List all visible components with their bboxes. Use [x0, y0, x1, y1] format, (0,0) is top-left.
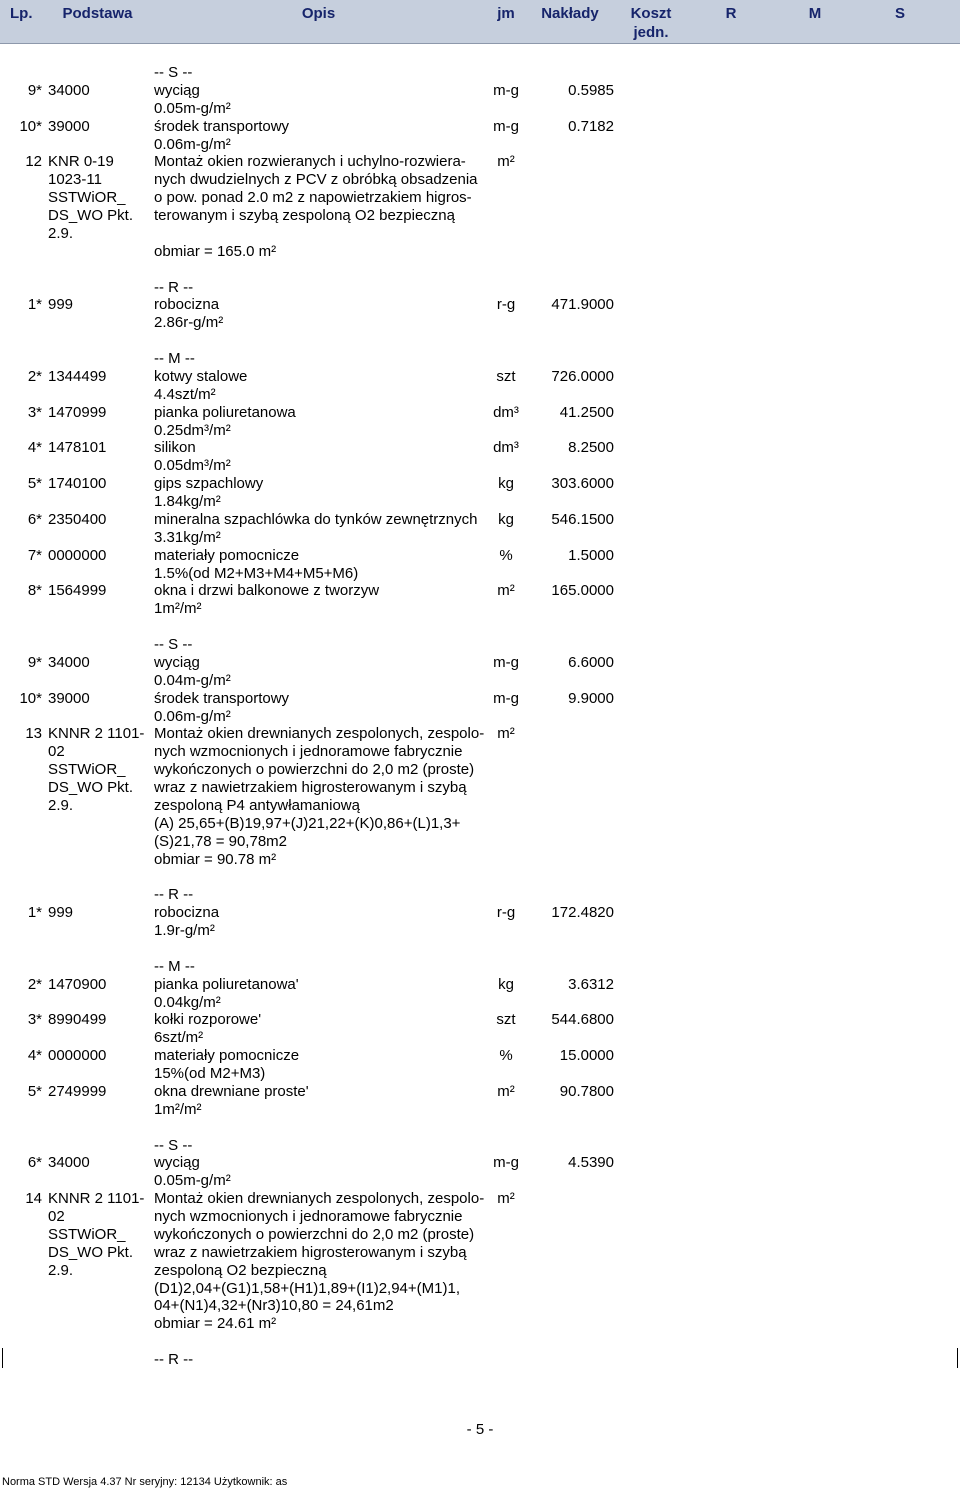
table-edge-right — [957, 1348, 958, 1368]
basis-cell: 1023-11 — [48, 171, 102, 189]
table-line — [0, 725, 960, 743]
basis-cell: KNR 0-19 — [48, 153, 114, 171]
unit-cell: szt — [496, 367, 516, 385]
basis-cell: 1470999 — [48, 403, 107, 421]
description-cell: 0.06m-g/m² — [154, 135, 231, 153]
table-line — [0, 386, 960, 404]
description-cell: środek transportowy — [154, 117, 290, 135]
basis-cell: 0000000 — [48, 546, 107, 564]
description-cell: (S)21,78 = 90,78m2 — [154, 832, 288, 850]
description-cell: robocizna — [154, 296, 220, 314]
table-line — [0, 1208, 960, 1226]
description-cell: obmiar = 165.0 m² — [154, 242, 277, 260]
description-cell: nych wzmocnionych i jednoramowe fabrycznie — [154, 743, 463, 761]
table-line — [0, 64, 960, 82]
table-line — [0, 922, 960, 940]
table-line — [0, 654, 960, 672]
lp-cell: 6* — [27, 1154, 42, 1172]
description-cell: -- S -- — [154, 64, 193, 81]
table-line — [0, 493, 960, 511]
table-line — [0, 1101, 960, 1119]
basis-cell: SSTWiOR_ — [48, 761, 126, 779]
quantity-cell: 172.4820 — [551, 904, 614, 922]
description-cell: obmiar = 24.61 m² — [154, 1315, 277, 1333]
table-line — [0, 815, 960, 833]
header-r: R — [725, 5, 737, 22]
description-cell: 1.84kg/m² — [154, 493, 221, 510]
description-cell: 0.05m-g/m² — [154, 99, 231, 117]
description-cell: gips szpachlowy — [154, 475, 264, 493]
description-cell: materiały pomocnicze — [154, 546, 300, 564]
table-line — [0, 636, 960, 654]
lp-cell: 9* — [27, 81, 42, 99]
table-line — [0, 886, 960, 904]
header-lp: Lp. — [10, 5, 33, 22]
description-cell: 0.25dm³/m² — [154, 421, 231, 439]
table-line — [0, 243, 960, 261]
description-cell: -- S -- — [154, 1136, 193, 1154]
quantity-cell: 0.5985 — [568, 81, 614, 99]
table-line — [0, 1351, 960, 1369]
table-line — [0, 1315, 960, 1333]
header-s: S — [894, 5, 905, 22]
unit-cell: dm³ — [493, 403, 519, 421]
basis-cell: DS_WO Pkt. — [48, 207, 134, 224]
header-jm: jm — [497, 5, 515, 22]
description-cell: 1.5%(od M2+M3+M4+M5+M6) — [154, 564, 359, 582]
block-separator — [0, 332, 960, 350]
lp-cell: 3* — [27, 403, 42, 421]
block-separator — [0, 261, 960, 279]
unit-cell: % — [499, 1047, 513, 1065]
unit-cell: m² — [497, 153, 515, 171]
unit-cell: r-g — [496, 904, 516, 922]
description-cell: robocizna — [154, 904, 220, 922]
quantity-cell: 6.6000 — [568, 653, 614, 671]
unit-cell: % — [499, 546, 513, 564]
table-line — [0, 600, 960, 618]
description-cell: nych wzmocnionych i jednoramowe fabrycznie — [154, 1208, 463, 1225]
lp-cell: 4* — [27, 1047, 42, 1065]
description-cell: wyciąg — [154, 1154, 200, 1172]
basis-cell: 999 — [48, 904, 74, 922]
basis-cell: DS_WO Pkt. — [48, 779, 134, 796]
quantity-cell: 303.6000 — [551, 475, 614, 493]
quantity-cell: 3.6312 — [568, 975, 614, 993]
unit-cell: m² — [497, 582, 515, 600]
description-cell: silikon — [154, 439, 196, 457]
description-cell: 1.9r-g/m² — [154, 922, 215, 939]
table-line — [0, 958, 960, 976]
lp-cell: 10* — [19, 689, 42, 707]
table-line — [0, 976, 960, 994]
description-cell: 15%(od M2+M3) — [154, 1065, 266, 1082]
description-cell: środek transportowy — [154, 689, 290, 707]
quantity-cell: 8.2500 — [568, 439, 614, 457]
quantity-cell: 546.1500 — [551, 510, 614, 528]
lp-cell: 13 — [25, 725, 42, 743]
basis-cell: 39000 — [48, 689, 90, 707]
table-line — [0, 851, 960, 869]
quantity-cell: 544.6800 — [551, 1011, 614, 1029]
block-separator — [0, 868, 960, 886]
header-opis: Opis — [301, 5, 336, 22]
quantity-cell: 90.7800 — [559, 1082, 614, 1100]
lp-cell: 14 — [25, 1190, 42, 1208]
description-cell: zespoloną O2 bezpieczną — [154, 1261, 327, 1279]
lp-cell: 4* — [27, 439, 42, 457]
description-cell: -- R -- — [154, 278, 194, 296]
description-cell: 2.86r-g/m² — [154, 314, 224, 332]
description-cell: -- M -- — [154, 350, 195, 367]
description-cell: 3.31kg/m² — [154, 528, 221, 546]
table-line — [0, 422, 960, 440]
table-line — [0, 1154, 960, 1172]
basis-cell: 2749999 — [48, 1082, 107, 1100]
table-line — [0, 833, 960, 851]
unit-cell: m² — [497, 1082, 515, 1100]
basis-cell: 1344499 — [48, 367, 107, 385]
unit-cell: m-g — [493, 653, 519, 671]
lp-cell: 3* — [27, 1011, 42, 1029]
basis-cell: 2350400 — [48, 510, 107, 528]
basis-cell: 02 — [48, 1208, 65, 1225]
table-line — [0, 100, 960, 118]
description-cell: mineralna szpachlówka do tynków zewnętrznych — [154, 510, 478, 528]
quantity-cell: 9.9000 — [568, 689, 614, 707]
lp-cell: 1* — [27, 904, 42, 922]
header-koszt-jedn: jedn. — [633, 24, 669, 41]
description-cell: Montaż okien rozwieranych i uchylno-rozwiera- — [154, 153, 466, 171]
block-separator — [0, 1333, 960, 1351]
table-line — [0, 547, 960, 565]
table-line — [0, 1262, 960, 1280]
description-cell: Montaż okien drewnianych zespolonych, zespolo- — [154, 725, 485, 743]
table-line — [0, 136, 960, 154]
description-cell: 0.05dm³/m² — [154, 457, 231, 475]
program-info: Norma STD Wersja 4.37 Nr seryjny: 12134 Użytkownik: as — [2, 1476, 288, 1488]
description-cell: 1m²/m² — [154, 600, 202, 618]
description-cell: -- R -- — [154, 886, 194, 904]
table-line — [0, 1047, 960, 1065]
table-line — [0, 1244, 960, 1262]
description-cell: terowanym i szybą zespoloną O2 bezpieczną — [154, 207, 455, 224]
table-line — [0, 82, 960, 100]
table-line — [0, 708, 960, 726]
description-cell: nych dwudzielnych z PCV z obróbką obsadzenia — [154, 171, 478, 189]
description-cell: obmiar = 90.78 m² — [154, 850, 277, 868]
table-line — [0, 511, 960, 529]
unit-cell: kg — [498, 510, 514, 528]
unit-cell: kg — [498, 475, 514, 493]
description-cell: 04+(N1)4,32+(Nr3)10,80 = 24,61m2 — [154, 1297, 394, 1315]
unit-cell: m-g — [493, 689, 519, 707]
description-cell: 0.05m-g/m² — [154, 1172, 231, 1190]
lp-cell: 9* — [27, 653, 42, 671]
lp-cell: 7* — [27, 546, 42, 564]
description-cell: wykończonych o powierzchni do 2,0 m2 (proste) — [154, 1225, 475, 1243]
basis-cell: DS_WO Pkt. — [48, 1243, 134, 1261]
description-cell: 6szt/m² — [154, 1029, 204, 1047]
table-line — [0, 207, 960, 225]
table-line — [0, 314, 960, 332]
description-cell: zespoloną P4 antywłamaniową — [154, 796, 360, 814]
unit-cell: m-g — [493, 117, 519, 135]
description-cell: -- R -- — [154, 1351, 194, 1368]
table-line — [0, 1226, 960, 1244]
description-cell: 0.06m-g/m² — [154, 707, 231, 725]
table-line — [0, 690, 960, 708]
basis-cell: 2.9. — [48, 796, 74, 814]
basis-cell: 8990499 — [48, 1011, 107, 1029]
quantity-cell: 0.7182 — [568, 117, 614, 135]
table-line — [0, 761, 960, 779]
lp-cell: 1* — [27, 296, 42, 314]
description-cell: kotwy stalowe — [154, 367, 248, 385]
description-cell: wraz z nawietrzakiem higrosterowanym i szybą — [154, 779, 467, 796]
table-line — [0, 296, 960, 314]
quantity-cell: 165.0000 — [551, 582, 614, 600]
description-cell: wraz z nawietrzakiem higrosterowanym i szybą — [154, 1243, 467, 1261]
unit-cell: m-g — [493, 81, 519, 99]
lp-cell: 2* — [27, 367, 42, 385]
basis-cell: KNNR 2 1101- — [48, 725, 145, 743]
table-line — [0, 904, 960, 922]
basis-cell: SSTWiOR_ — [48, 189, 126, 207]
table-header — [0, 0, 960, 44]
unit-cell: szt — [496, 1011, 516, 1029]
table-line — [0, 350, 960, 368]
description-cell: wyciąg — [154, 653, 200, 671]
description-cell: -- M -- — [154, 957, 195, 975]
basis-cell: 39000 — [48, 117, 90, 135]
lp-cell: 10* — [19, 117, 42, 135]
unit-cell: dm³ — [493, 439, 519, 457]
basis-cell: 1740100 — [48, 475, 107, 493]
table-line — [0, 1190, 960, 1208]
lp-cell: 6* — [27, 510, 42, 528]
quantity-cell: 41.2500 — [559, 403, 614, 421]
block-separator — [0, 1119, 960, 1137]
description-cell: Montaż okien drewnianych zespolonych, zespolo- — [154, 1190, 485, 1208]
basis-cell: 2.9. — [48, 1261, 74, 1279]
table-line — [0, 529, 960, 547]
basis-cell: 34000 — [48, 81, 90, 99]
table-line — [0, 457, 960, 475]
unit-cell: m² — [497, 725, 515, 743]
table-line — [0, 582, 960, 600]
description-cell: wykończonych o powierzchni do 2,0 m2 (proste) — [154, 761, 475, 779]
description-cell: 0.04m-g/m² — [154, 671, 231, 689]
unit-cell: m² — [497, 1190, 515, 1208]
table-line — [0, 797, 960, 815]
table-line — [0, 994, 960, 1012]
table-line — [0, 189, 960, 207]
header-podstawa: Podstawa — [62, 5, 133, 22]
table-line — [0, 1297, 960, 1315]
lp-cell: 5* — [27, 475, 42, 493]
unit-cell: kg — [498, 975, 514, 993]
lp-cell: 2* — [27, 975, 42, 993]
table-line — [0, 118, 960, 136]
basis-cell: 1564999 — [48, 582, 107, 600]
lp-cell: 12 — [25, 153, 42, 171]
basis-cell: 34000 — [48, 1154, 90, 1172]
table-line — [0, 565, 960, 583]
table-line — [0, 1029, 960, 1047]
table-line — [0, 779, 960, 797]
basis-cell: 1470900 — [48, 975, 107, 993]
header-m: M — [808, 5, 822, 22]
basis-cell: KNNR 2 1101- — [48, 1190, 145, 1208]
header-naklady: Nakłady — [541, 5, 599, 22]
estimate-table-body — [0, 64, 960, 1369]
description-cell: okna i drzwi balkonowe z tworzyw — [154, 582, 380, 600]
basis-cell: 2.9. — [48, 224, 74, 242]
block-separator — [0, 618, 960, 636]
quantity-cell: 4.5390 — [568, 1154, 614, 1172]
table-line — [0, 1280, 960, 1298]
description-cell: wyciąg — [154, 81, 200, 99]
block-separator — [0, 940, 960, 958]
basis-cell: 02 — [48, 743, 65, 761]
quantity-cell: 726.0000 — [551, 367, 614, 385]
table-line — [0, 404, 960, 422]
page-number: - 5 - — [466, 1421, 494, 1438]
description-cell: 4.4szt/m² — [154, 385, 216, 403]
table-line — [0, 743, 960, 761]
lp-cell: 8* — [27, 582, 42, 600]
table-edge-left — [2, 1348, 3, 1368]
description-cell: 1m²/m² — [154, 1100, 202, 1118]
table-line — [0, 1137, 960, 1155]
lp-cell: 5* — [27, 1082, 42, 1100]
quantity-cell: 471.9000 — [551, 296, 614, 314]
header-koszt: Koszt — [630, 5, 672, 22]
basis-cell: 34000 — [48, 653, 90, 671]
description-cell: (A) 25,65+(B)19,97+(J)21,22+(K)0,86+(L)1,3+ — [154, 814, 461, 832]
table-line — [0, 1065, 960, 1083]
description-cell: (D1)2,04+(G1)1,58+(H1)1,89+(I1)2,94+(M1)1, — [154, 1279, 460, 1297]
basis-cell: 0000000 — [48, 1047, 107, 1065]
table-line — [0, 1011, 960, 1029]
basis-cell: SSTWiOR_ — [48, 1225, 126, 1243]
description-cell: pianka poliuretanowa' — [154, 975, 299, 993]
description-cell: pianka poliuretanowa — [154, 403, 296, 421]
description-cell: okna drewniane proste' — [154, 1082, 309, 1100]
description-cell: -- S -- — [154, 636, 193, 653]
quantity-cell: 1.5000 — [568, 546, 614, 564]
quantity-cell: 15.0000 — [559, 1047, 614, 1065]
description-cell: materiały pomocnicze — [154, 1047, 300, 1065]
description-cell: kołki rozporowe' — [154, 1011, 262, 1029]
description-cell: 0.04kg/m² — [154, 993, 221, 1011]
unit-cell: r-g — [496, 296, 516, 314]
table-line — [0, 1172, 960, 1190]
table-line — [0, 171, 960, 189]
table-line — [0, 153, 960, 171]
table-line — [0, 1083, 960, 1101]
unit-cell: m-g — [493, 1154, 519, 1172]
table-line — [0, 279, 960, 297]
table-line — [0, 672, 960, 690]
basis-cell: 999 — [48, 296, 74, 314]
table-line — [0, 368, 960, 386]
table-line — [0, 439, 960, 457]
basis-cell: 1478101 — [48, 439, 107, 457]
description-cell: o pow. ponad 2.0 m2 z napowietrzakiem higros- — [154, 189, 472, 207]
table-line — [0, 225, 960, 243]
table-line — [0, 475, 960, 493]
